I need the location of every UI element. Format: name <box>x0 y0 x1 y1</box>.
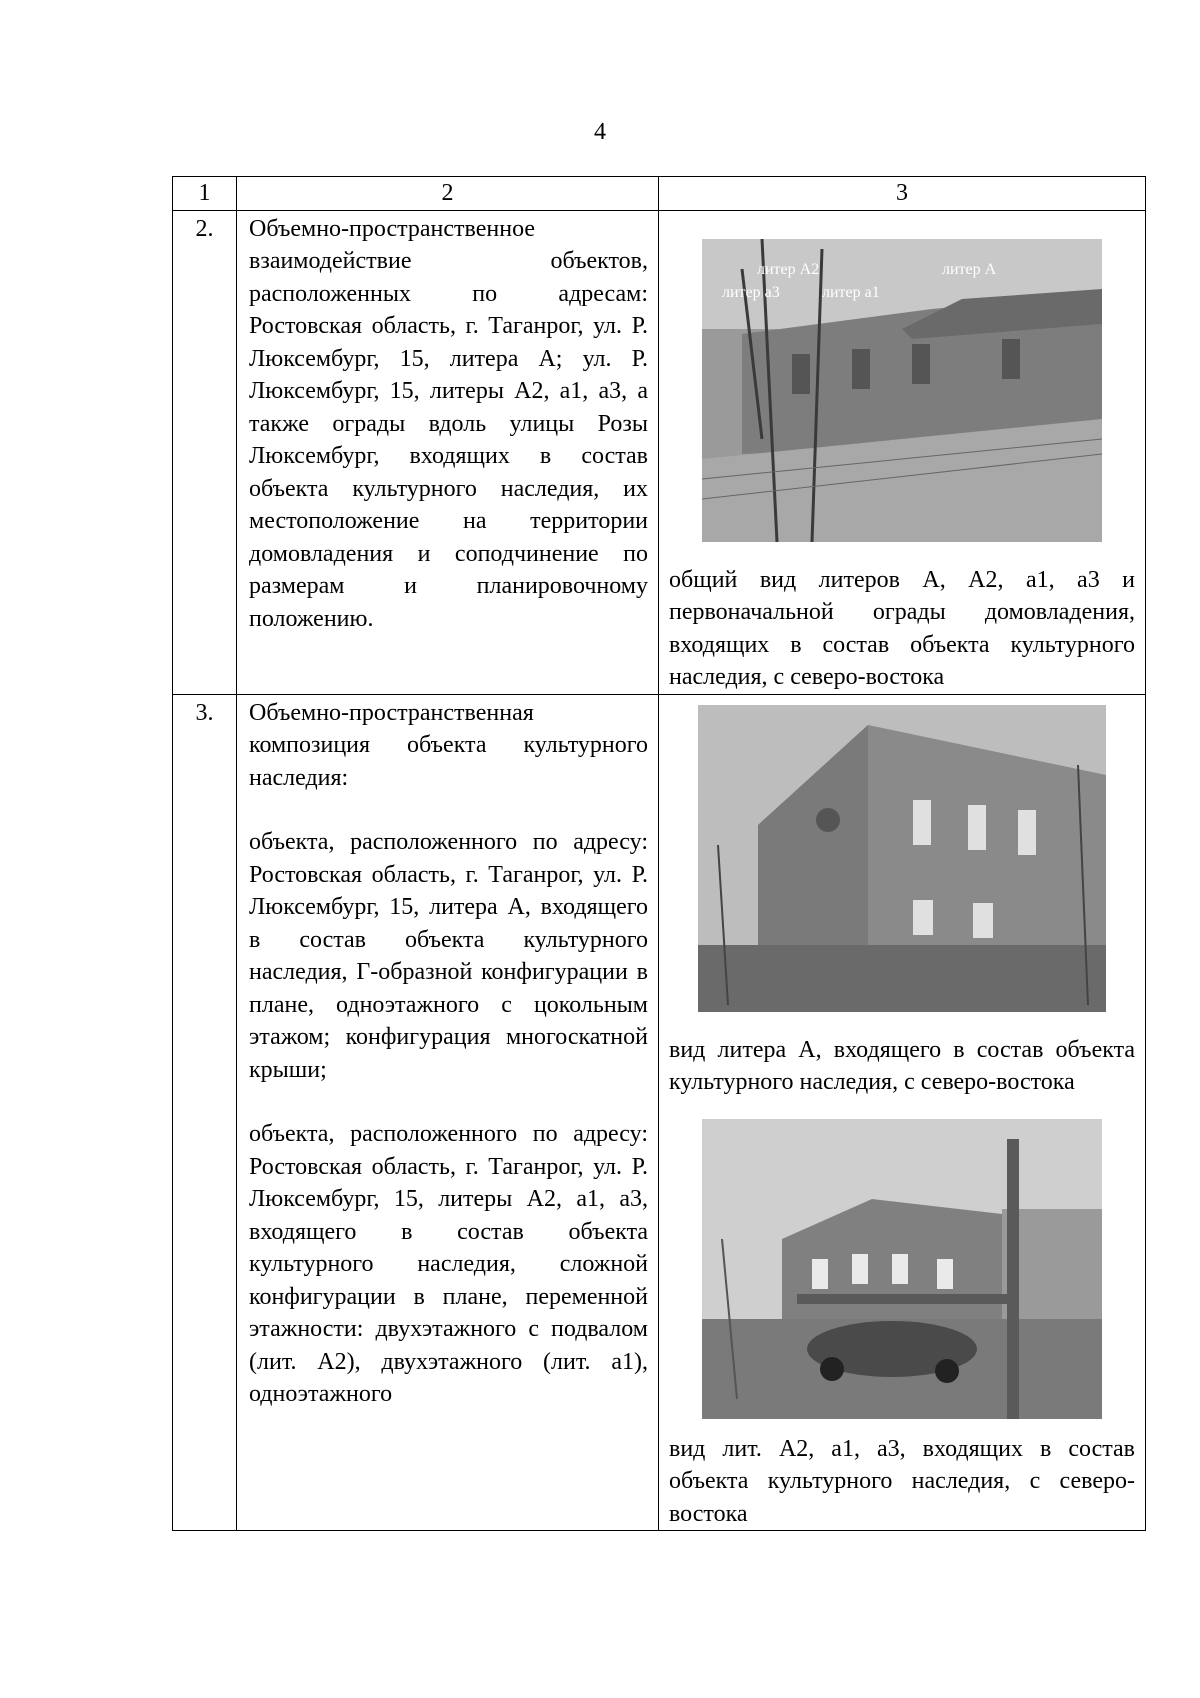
row-photos <box>659 694 1146 1531</box>
photo-litera-a2-a1-a3 <box>702 1119 1102 1419</box>
table-header-row <box>173 177 1146 211</box>
photo-caption: вид лит. А2, а1, а3, входящих в состав объекта культурного наследия, с северо-востока <box>669 1435 1135 1527</box>
photo-caption: вид литера А, входящего в состав объекта культурного наследия, с северо-востока <box>669 1036 1135 1095</box>
column-header-1: 1 <box>173 177 237 211</box>
photo-label-a3: литер а3 <box>722 283 780 301</box>
photo-litera-a <box>698 705 1106 1012</box>
photo-label-a: литер А <box>942 260 997 278</box>
row-description <box>237 694 659 1531</box>
page-number: 4 <box>594 119 606 145</box>
row-number: 3. <box>173 694 237 1531</box>
photo-label-a1: литер а1 <box>822 283 880 301</box>
table-row <box>173 694 1146 1531</box>
photo-general-view <box>702 239 1102 542</box>
row-photos <box>659 210 1146 694</box>
row-description <box>237 210 659 694</box>
column-header-2: 2 <box>237 177 659 211</box>
photo-caption: общий вид литеров А, А2, а1, а3 и первоначальной ограды домовладения, входящих в состав объекта культурного наследия, с северо-востока <box>669 566 1135 690</box>
description-paragraph: Объемно-пространственная композиция объекта культурного наследия: <box>249 699 648 791</box>
description-paragraph: Объемно-пространственное взаимодействие объектов, расположенных по адресам: Ростовская область, г. Таганрог, ул. Р. Люксембург, 15, литера А; ул. Р. Люксембург, 15, литеры А2, а1, а3, а также ограды вдоль улицы Розы Люксембург, входящих в состав объекта культурного наследия, их местоположение на территории домовладения и соподчинение по размерам и планировочному положению. <box>249 215 648 632</box>
column-header-3: 3 <box>659 177 1146 211</box>
description-paragraph: объекта, расположенного по адресу: Ростовская область, г. Таганрог, ул. Р. Люксембург, 15, литера А, входящего в состав объекта культурного наследия, Г-образной конфигурации в плане, одноэтажного с цокольным этажом; конфигурация многоскатной крыши; <box>249 829 648 1083</box>
row-number: 2. <box>173 210 237 694</box>
description-paragraph: объекта, расположенного по адресу: Ростовская область, г. Таганрог, ул. Р. Люксембург, 15, литеры А2, а1, а3, входящего в состав объекта культурного наследия, сложной конфигурации в плане, переменной этажности: двухэтажного с подвалом (лит. А2), двухэтажного (лит. а1), одноэтажного <box>249 1121 648 1407</box>
photo-label-a2: литер А2 <box>757 260 820 278</box>
objects-table <box>172 176 1146 1531</box>
table-row <box>173 210 1146 694</box>
